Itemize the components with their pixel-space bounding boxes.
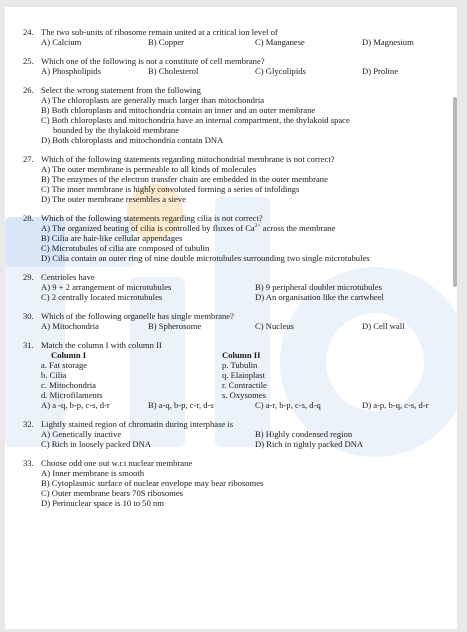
option-a[interactable]: A) a -q, b-p, c-s, d-r (41, 400, 110, 410)
option-c[interactable]: C) Rich in loosely packed DNA (41, 439, 152, 449)
question-33 (23, 458, 443, 508)
option-a[interactable]: A) Genetically inactive (41, 429, 122, 439)
option-c[interactable]: C) Outer membrane bears 70S ribosomes (41, 488, 184, 498)
question-30 (23, 311, 443, 331)
option-c[interactable]: C) Glycolipids (255, 66, 306, 76)
option-d[interactable]: D) The outer membrane resembles a sieve (41, 194, 186, 204)
column-two-item: p. Tubulin (222, 360, 258, 370)
option-c[interactable]: C) a-r, b-p, c-s, d-q (255, 400, 321, 410)
option-c[interactable]: C) Microtubules of cilia are composed of tubulin (41, 243, 210, 253)
option-d[interactable]: D) Rich in tightly packed DNA (255, 439, 364, 449)
column-two-item: q. Elaioplast (222, 370, 265, 380)
option-c-continued: bounded by the thylakoid membrane (53, 125, 180, 135)
option-a[interactable]: A) The chloroplasts are generally much larger than mitochondria (41, 95, 265, 105)
column-one-item: d. Microfilaments (41, 390, 103, 400)
question-stem: Which of the following organelle has single membrane? (41, 311, 234, 321)
option-a[interactable] (41, 223, 443, 233)
option-a-text: A) The organized beating of cilia is controlled by fluxes of Ca (41, 223, 255, 233)
question-25 (23, 56, 443, 76)
column-two-header: Column II (222, 350, 261, 360)
question-number: 33. (23, 458, 34, 468)
option-d[interactable]: D) An organisation like the cartwheel (255, 292, 384, 302)
question-stem: Match the column I with column II (41, 340, 162, 350)
question-24 (23, 27, 443, 47)
option-c[interactable]: C) 2 centrally located microtubules (41, 292, 163, 302)
option-b[interactable]: B) Cilia are hair-like cellular appendages (41, 233, 183, 243)
question-32 (23, 419, 443, 449)
question-number: 31. (23, 340, 34, 350)
scrollbar-thumb[interactable] (453, 97, 457, 287)
option-a[interactable]: A) Mitochondria (41, 321, 99, 331)
question-stem: Which of the following statements regarding cilia is not correct? (41, 213, 263, 223)
column-two-item: s. Oxysomes (222, 390, 266, 400)
option-b[interactable]: B) Both chloroplasts and mitochondria contain an inner and an outer membrane (41, 105, 316, 115)
question-number: 24. (23, 27, 34, 37)
question-list (23, 27, 443, 517)
question-26 (23, 85, 443, 145)
option-d[interactable]: D) a-p, b-q, c-s, d-r (362, 400, 429, 410)
question-27 (23, 154, 443, 204)
option-a-text-end: across the membrane (260, 223, 336, 233)
option-a[interactable]: A) 9 + 2 arrangement of microtubules (41, 282, 172, 292)
question-number: 26. (23, 85, 34, 95)
question-number: 27. (23, 154, 34, 164)
option-d[interactable]: D) Both chloroplasts and mitochondria contain DNA (41, 135, 224, 145)
option-b[interactable]: B) Spherosome (148, 321, 202, 331)
column-two-item: r. Contractile (222, 380, 267, 390)
question-stem: Lightly stained region of chromatin during interphase is (41, 419, 234, 429)
option-d[interactable]: D) Cell wall (362, 321, 405, 331)
column-one-item: a. Fat storage (41, 360, 88, 370)
option-b[interactable]: B) Highly condensed region (255, 429, 353, 439)
option-c[interactable]: C) The inner membrane is highly convoluted forming a series of infoldings (41, 184, 300, 194)
document-page (5, 7, 457, 629)
column-one-item: b. Cilia (41, 370, 67, 380)
question-stem: Which of the following statements regarding mitochondrial membrane is not correct? (41, 154, 335, 164)
question-stem: Choose odd one out w.r.t nuclear membrane (41, 458, 193, 468)
option-d[interactable]: D) Perinuclear space is 10 to 50 nm (41, 498, 164, 508)
option-b[interactable]: B) Cholesterol (148, 66, 199, 76)
question-28 (23, 213, 443, 263)
question-number: 28. (23, 213, 34, 223)
question-number: 30. (23, 311, 34, 321)
option-c[interactable]: C) Nucleus (255, 321, 294, 331)
option-c[interactable]: C) Both chloroplasts and mitochondria have an internal compartment, the thylakoid space (41, 115, 350, 125)
option-d[interactable]: D) Proline (362, 66, 399, 76)
option-b[interactable]: B) a-q, b-p, c-r, d-s (148, 400, 214, 410)
option-a[interactable]: A) The outer membrane is permeable to all kinds of molecules (41, 164, 257, 174)
column-two (222, 350, 372, 400)
question-number: 29. (23, 272, 34, 282)
question-stem: Which one of the following is not a constitute of cell membrane? (41, 56, 265, 66)
match-table (23, 350, 443, 400)
column-one (41, 350, 222, 400)
question-stem: Select the wrong statement from the following (41, 85, 201, 95)
option-a[interactable]: A) Inner membrane is smooth (41, 468, 145, 478)
calcium-charge: 2+ (254, 223, 261, 230)
column-one-item: c. Mitochondria (41, 380, 96, 390)
question-stem: Centrioles have (41, 272, 95, 282)
option-c[interactable]: C) Manganese (255, 37, 305, 47)
question-number: 32. (23, 419, 34, 429)
option-b[interactable]: B) The enzymes of the electron transfer chain are embedded in the outer membrane (41, 174, 328, 184)
question-31 (23, 340, 443, 410)
question-number: 25. (23, 56, 34, 66)
question-stem: The two sub-units of ribosome remain united at a critical ion level of (41, 27, 278, 37)
option-d[interactable]: D) Magnesium (362, 37, 414, 47)
option-d[interactable]: D) Cilia contain an outer ring of nine double microtubules surrounding two single microtubules (41, 253, 370, 263)
column-one-header: Column I (51, 350, 87, 360)
option-a[interactable]: A) Calcium (41, 37, 82, 47)
option-a[interactable]: A) Phospholipids (41, 66, 101, 76)
question-29 (23, 272, 443, 302)
option-b[interactable]: B) Copper (148, 37, 185, 47)
option-b[interactable]: B) 9 peripheral doublet microtubules (255, 282, 382, 292)
option-b[interactable]: B) Cytoplasmic surface of nuclear envelope may bear ribosomes (41, 478, 264, 488)
